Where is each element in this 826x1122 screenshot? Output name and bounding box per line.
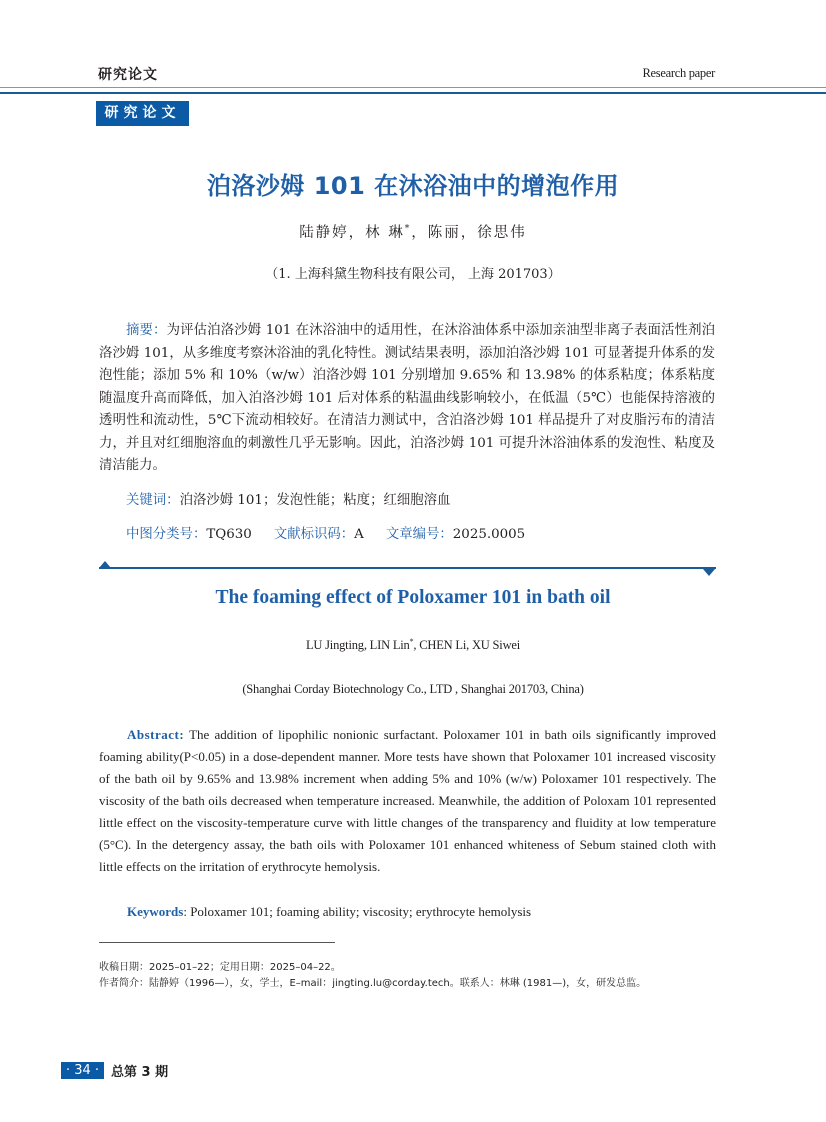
footnote-dates: 收稿日期：2025–01–22；定用日期：2025–04–22。 bbox=[99, 962, 341, 973]
doc-code-value: A bbox=[354, 527, 364, 542]
running-header-left: 研究论文 bbox=[98, 67, 158, 83]
clc-value: TQ630 bbox=[206, 527, 252, 542]
chinese-affiliation: （1. 上海科黛生物科技有限公司， 上海 201703） bbox=[265, 267, 561, 282]
english-keywords bbox=[127, 904, 531, 920]
chinese-abstract-text: 为评估泊洛沙姆 101 在沐浴油中的适用性，在沐浴油体系中添加亲油型非离子表面活性剂泊洛沙姆 101，从多维度考察沐浴油的乳化特性。测试结果表明，添加泊洛沙姆 101 可显著提升体系的发泡性能；添加 5% 和 10%（w/w）泊洛沙姆 101 分别增加 9.65% 和 13.98% 的体系粘度；体系粘度随温度升高而降低，加入泊洛沙姆 101 后对体系的粘温曲线影响较小，在低温（5℃）也能保持溶液的透明性和流动性，5℃下流动相较好。在清洁力测试中，含泊洛沙姆 101 样品提升了对皮脂污布的清洁力，并且对红细胞溶血的刺激性几乎无影响。因此，泊洛沙姆 101 可提升沐浴油体系的发泡性、粘度及清洁能力。 bbox=[99, 323, 715, 473]
chinese-keywords bbox=[126, 489, 450, 508]
chinese-authors bbox=[0, 221, 826, 242]
english-corresponding-mark: * bbox=[409, 637, 414, 646]
footnote-author-info: 作者简介：陆静婷（1996—），女，学士，E–mail：jingting.lu@corday.tech。联系人：林琳 (1981—)，女，研发总监。 bbox=[99, 978, 647, 989]
doc-code-label: 文献标识码： bbox=[273, 527, 355, 542]
footnote-rule bbox=[99, 942, 335, 943]
english-abstract-text: The addition of lipophilic nonionic surfactant. Poloxamer 101 in bath oils significantly improved foaming ability(P<0.05) in a dose-dependent manner. More tests have shown that Poloxamer 101 increased viscosity of the bath oil by 9.65% and 13.98% increment when adding 5% and 10% (w/w) Poloxamer 101 respectively. The viscosity of the bath oils decreased when temperature increased. Meanwhile, the addition of Poloxam 101 represented little effect on the viscosity-temperature curve with little changes of the transparency and fluidity at low temperature (5°C). In the detergency assay, the bath oils with Poloxamer 101 enhanced whiteness of Sebum stained cloth with little effects on the irritation of erythrocyte hemolysis. bbox=[99, 727, 716, 874]
english-affiliation: (Shanghai Corday Biotechnology Co., LTD , Shanghai 201703, China) bbox=[242, 682, 584, 696]
article-no-label: 文章编号： bbox=[385, 527, 453, 542]
english-authors-main: LU Jingting, LIN Lin bbox=[305, 638, 410, 653]
page-number-badge: · 34 · bbox=[61, 1062, 104, 1079]
english-keywords-text: : Poloxamer 101; foaming ability; viscosity; erythrocyte hemolysis bbox=[183, 904, 532, 919]
running-header-right: Research paper bbox=[642, 66, 715, 80]
chinese-abstract-label: 摘要： bbox=[126, 323, 167, 338]
chinese-keywords-text: 泊洛沙姆 101；发泡性能；粘度；红细胞溶血 bbox=[179, 493, 451, 508]
classification-line bbox=[126, 523, 525, 542]
english-abstract bbox=[99, 724, 716, 878]
english-abstract-label: Abstract: bbox=[127, 727, 185, 742]
chinese-authors-rest: ，陈丽，徐思伟 bbox=[411, 225, 527, 241]
english-authors bbox=[0, 637, 826, 653]
issue-label: 总第 3 期 bbox=[111, 1065, 169, 1080]
section-divider bbox=[99, 567, 716, 569]
english-title: The foaming effect of Poloxamer 101 in bath oil bbox=[215, 587, 611, 608]
english-authors-rest: , CHEN Li, XU Siwei bbox=[413, 638, 521, 653]
chinese-authors-main: 陆静婷，林 琳 bbox=[299, 225, 405, 241]
header-rule-thin bbox=[0, 87, 826, 88]
chinese-keywords-label: 关键词： bbox=[126, 493, 180, 508]
section-tag: 研究论文 bbox=[96, 101, 189, 126]
chinese-abstract bbox=[99, 320, 715, 478]
article-no-value: 2025.0005 bbox=[452, 527, 526, 542]
english-keywords-label: Keywords bbox=[127, 904, 184, 919]
header-rule-thick bbox=[0, 92, 826, 94]
corresponding-author-mark: * bbox=[404, 224, 412, 235]
chinese-title: 泊洛沙姆 101 在沐浴油中的增泡作用 bbox=[206, 172, 620, 200]
clc-label: 中图分类号： bbox=[126, 527, 207, 542]
divider-triangle-down-icon bbox=[703, 569, 715, 576]
